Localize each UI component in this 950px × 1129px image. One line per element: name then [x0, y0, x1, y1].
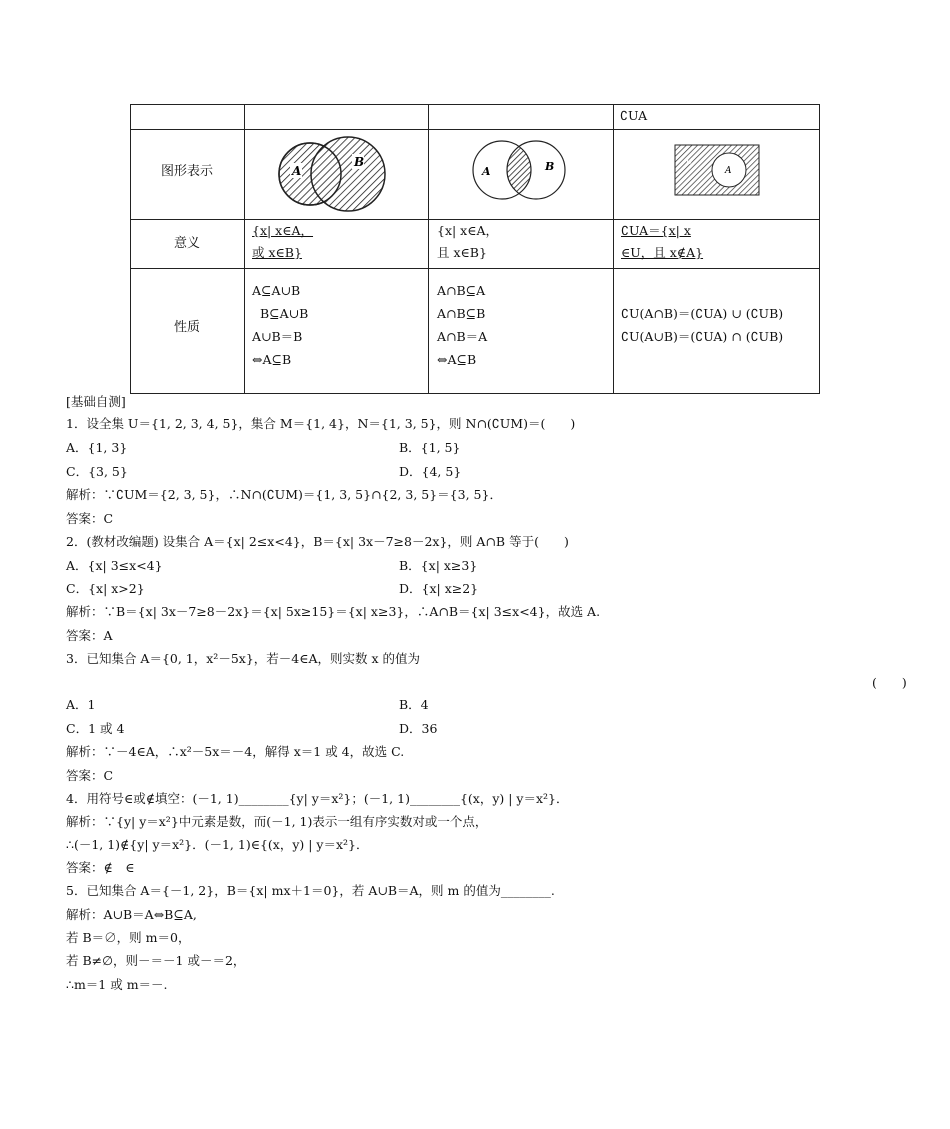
union-venn-diagram	[270, 130, 400, 218]
intersection-meaning-line-1: {x| x∈A，	[437, 223, 499, 238]
row-label-meaning: 意义	[173, 236, 200, 251]
section-heading: [基础自测]	[66, 394, 126, 409]
table-rule	[428, 104, 429, 394]
answer-1: 答案：C	[66, 511, 114, 526]
answer-2: 答案：A	[66, 628, 113, 643]
complement-property: ∁U(A∩B)＝(∁UA) ∪ (∁UB)	[621, 306, 784, 321]
intersection-meaning-line-2: 且 x∈B}	[437, 245, 487, 260]
solution-4-line-2: ∴(－1, 1)∉{y| y＝x²}．(－1, 1)∈{(x，y) | y＝x²}．	[66, 837, 369, 852]
option-b: B．4	[399, 697, 429, 712]
complement-meaning-line-2: ∈U，且 x∉A}	[621, 245, 704, 260]
venn-label-b: B	[354, 155, 365, 169]
solution-4-line-1: 解析：∵{y| y＝x²}中元素是数，而(－1, 1)表示一组有序实数对或一个点，	[66, 814, 488, 829]
intersection-venn-diagram	[468, 132, 572, 216]
union-property: A∪B＝B	[252, 329, 303, 344]
answer-4: 答案：∉ ∈	[66, 860, 135, 875]
solution-3: 解析：∵－4∈A，∴x²－5x＝－4，解得 x＝1 或 4，故选 C.	[66, 744, 405, 759]
venn-label-a: A	[725, 166, 732, 176]
question-4: 4．用符号∈或∉填空：(－1, 1)________{y| y＝x²}；(－1, 1)________{(x，y) | y＝x²}．	[66, 791, 569, 806]
solution-5-line-3: 若 B≠∅，则－＝－1 或－＝2，	[66, 953, 246, 968]
union-meaning-line-1: {x| x∈A，	[252, 223, 314, 238]
venn-label-a: A	[292, 164, 302, 178]
question-1: 1．设全集 U＝{1, 2, 3, 4, 5}，集合 M＝{1, 4}，N＝{1, 3, 5}，则 N∩(∁UM)＝( )	[66, 416, 576, 431]
solution-2: 解析：∵B＝{x| 3x－7≥8－2x}＝{x| 5x≥15}＝{x| x≥3}，∴A∩B＝{x| 3≤x<4}，故选 A.	[66, 604, 601, 619]
table-rule	[130, 268, 820, 269]
header-complement: ∁UA	[620, 108, 648, 123]
intersection-property: ⇔A⊆B	[437, 352, 477, 367]
option-a: A．{x| 3≤x<4}	[66, 558, 163, 573]
option-d: D．{4, 5}	[399, 464, 462, 479]
solution-5-line-1: 解析：A∪B＝A⇔B⊆A,	[66, 907, 197, 922]
table-rule	[130, 129, 820, 130]
intersection-property: A∩B⊆B	[437, 306, 486, 321]
option-d: D．{x| x≥2}	[399, 581, 479, 596]
option-a: A．{1, 3}	[66, 440, 128, 455]
intersection-property: A∩B＝A	[437, 329, 488, 344]
option-c: C．{x| x>2}	[66, 581, 145, 596]
option-a: A．1	[66, 697, 96, 712]
answer-blank-paren: ( )	[872, 675, 907, 690]
table-rule	[130, 104, 820, 105]
option-b: B．{1, 5}	[399, 440, 461, 455]
union-property: B⊆A∪B	[260, 306, 309, 321]
table-rule	[819, 104, 820, 394]
question-3: 3．已知集合 A＝{0, 1，x²－5x}，若－4∈A，则实数 x 的值为	[66, 651, 421, 666]
union-property: ⇔A⊆B	[252, 352, 292, 367]
option-c: C．{3, 5}	[66, 464, 128, 479]
union-meaning-line-2: 或 x∈B}	[252, 245, 302, 260]
complement-property: ∁U(A∪B)＝(∁UA) ∩ (∁UB)	[621, 329, 784, 344]
intersection-property: A∩B⊆A	[437, 283, 486, 298]
table-rule	[130, 393, 820, 394]
option-c: C．1 或 4	[66, 721, 125, 736]
row-label-figure: 图形表示	[160, 164, 213, 179]
row-label-property: 性质	[173, 320, 200, 335]
venn-label-b: B	[545, 160, 555, 173]
venn-label-a: A	[482, 165, 491, 178]
venn-label-u: U	[686, 157, 693, 166]
question-5: 5．已知集合 A＝{－1, 2}，B＝{x| mx＋1＝0}，若 A∪B＝A，则 m 的值为________.	[66, 883, 555, 898]
complement-meaning-line-1: ∁UA＝{x| x	[621, 223, 691, 238]
union-property: A⊆A∪B	[252, 283, 301, 298]
complement-venn-diagram	[672, 142, 762, 198]
table-rule	[613, 104, 614, 394]
solution-1: 解析：∵∁UM＝{2, 3, 5}，∴N∩(∁UM)＝{1, 3, 5}∩{2, 3, 5}＝{3, 5}．	[66, 487, 502, 502]
table-rule	[244, 104, 245, 394]
option-d: D．36	[399, 721, 438, 736]
question-2: 2．(教材改编题) 设集合 A＝{x| 2≤x<4}，B＝{x| 3x－7≥8－2x}，则 A∩B 等于( )	[66, 534, 569, 549]
answer-3: 答案：C	[66, 768, 114, 783]
set-operations-table	[130, 104, 820, 394]
solution-5-line-4: ∴m＝1 或 m＝－.	[66, 977, 168, 992]
solution-5-line-2: 若 B＝∅，则 m＝0，	[66, 930, 191, 945]
option-b: B．{x| x≥3}	[399, 558, 478, 573]
